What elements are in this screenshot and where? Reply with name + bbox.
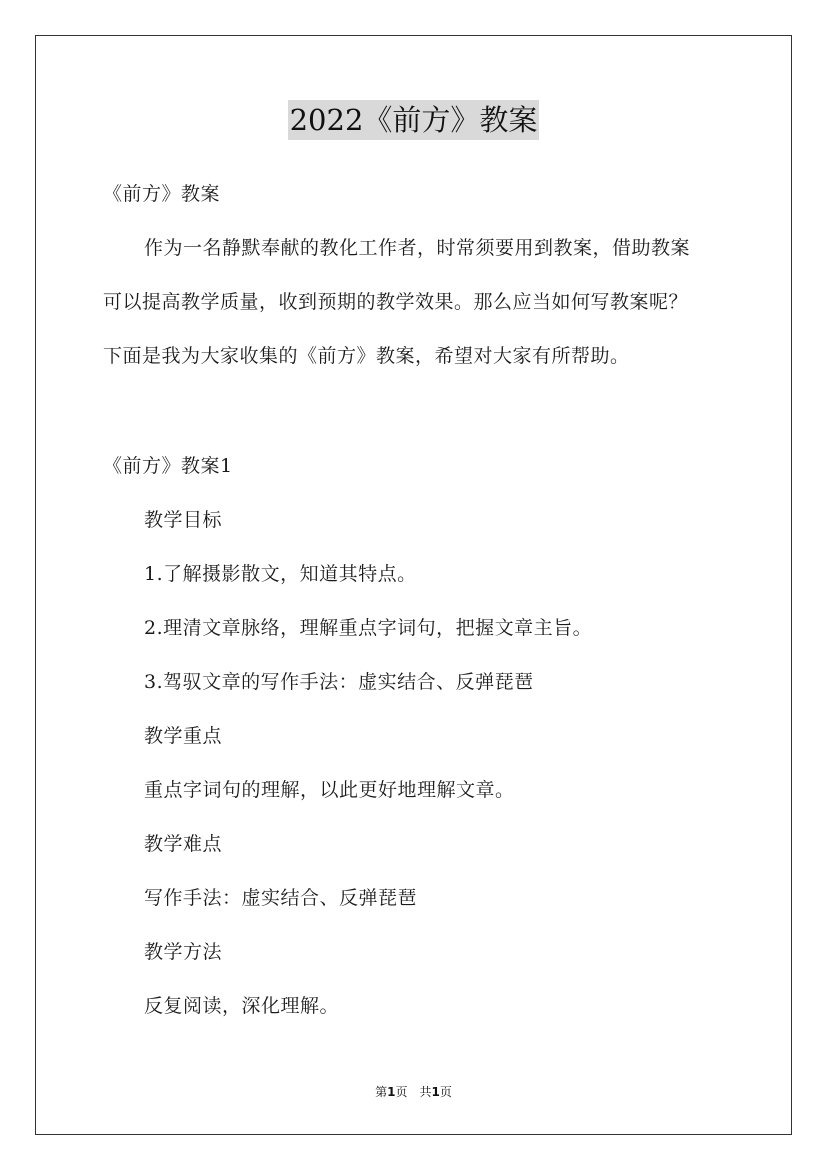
section-line-keypoints-heading: 教学重点 (144, 725, 223, 747)
intro-paragraph-line-1: 作为一名静默奉献的教化工作者，时常须要用到教案，借助教案 (144, 237, 691, 259)
section-line-difficulties-heading: 教学难点 (144, 833, 223, 855)
intro-heading: 《前方》教案 (103, 183, 221, 205)
section-line-objective-2: 2.理清文章脉络，理解重点字词句，把握文章主旨。 (144, 617, 593, 639)
intro-paragraph-line-2: 可以提高教学质量，收到预期的教学效果。那么应当如何写教案呢？ (103, 291, 689, 313)
section-line-difficulties: 写作手法：虚实结合、反弹琵琶 (144, 887, 418, 909)
footer-total-suffix: 页 (439, 1085, 452, 1099)
section-line-objectives-heading: 教学目标 (144, 509, 223, 531)
footer-total-number: 1 (431, 1085, 440, 1099)
section-line-methods: 反复阅读，深化理解。 (144, 995, 340, 1017)
footer-page-suffix: 页 (395, 1085, 408, 1099)
footer-page-prefix: 第 (375, 1085, 388, 1099)
page-footer (0, 1083, 827, 1100)
intro-paragraph-line-3: 下面是我为大家收集的《前方》教案，希望对大家有所帮助。 (103, 345, 630, 367)
document-title: 2022《前方》教案 (288, 100, 540, 140)
section-line-methods-heading: 教学方法 (144, 941, 223, 963)
section-line-objective-3: 3.驾驭文章的写作手法：虚实结合、反弹琵琶 (144, 671, 534, 693)
section-heading: 《前方》教案1 (103, 455, 233, 477)
section-line-objective-1: 1.了解摄影散文，知道其特点。 (144, 563, 417, 585)
title-wrap (0, 100, 827, 140)
footer-total-prefix: 共 (419, 1085, 432, 1099)
footer-page-number: 1 (387, 1085, 396, 1099)
section-line-keypoints: 重点字词句的理解，以此更好地理解文章。 (144, 779, 515, 801)
